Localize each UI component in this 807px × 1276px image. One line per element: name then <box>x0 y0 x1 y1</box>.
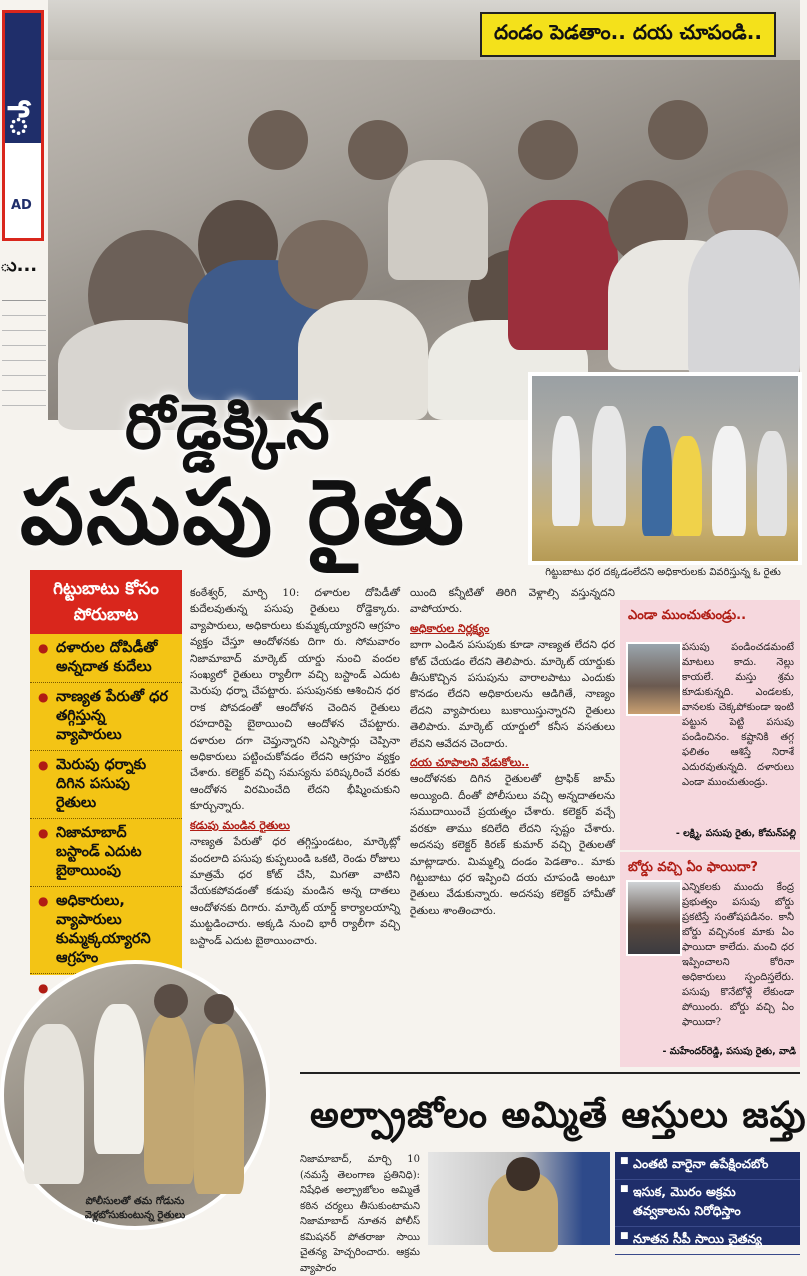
sidebar-title: గిట్టుబాటు కోసం పోరుబాట <box>30 570 182 634</box>
main-crowd-photo <box>48 0 800 420</box>
commissioner-photo <box>428 1152 610 1245</box>
left-fragment-text <box>2 290 46 440</box>
article-col2-para3: ఆందోళనకు దిగిన రైతులతో ట్రాఫిక్ జామ్ అయ్యింది. దీంతో పోలీసులు వచ్చి అన్నదాతలను సముదాయించే ప్రయత్నం చేశారు. కలెక్టర్ వచ్చే వరకూ తాము కదిలేది లేదని స్పష్టం చేశారు. అదనపు కలెక్టర్ కిరణ్ కుమార్ వచ్చి రైతులతో మాట్లాడారు. మిమ్మల్ని దండం పెడతాం.. మాకు గిట్టుబాటు ధర ఇప్పించి దయ చూపండి అంటూ రైతులు వేడుకున్నారు. అదనపు కలెక్టర్ హామీతో రైతులు శాంతించారు. <box>410 773 615 917</box>
sidebar-item: ● అధికారులు, వ్యాపారులు కుమ్మక్కయ్యారని ఆగ్రహం <box>30 887 182 974</box>
article-column-1 <box>190 585 400 1070</box>
article-subhead: దయ చూపాలని వేడుకోలు.. <box>410 756 529 770</box>
article-col2-para2: బాగా ఎండిన పసుపుకు కూడా నాణ్యత లేదని ధర కోట్ చేయడం లేదని తెలిపారు. మార్కెట్ యార్డుకు తీసుకొచ్చిన పసుపును వారాలపాటు ఎందుకు కొనడం లేదని అధికారులను ఆడిగితే, నాణ్యం లేదని వ్యాపారులు బుకాయిస్తున్నారని రైతులు తెలిపారు. మార్కెట్ యార్డులో కనీస వసతులు లేవని ఆవేదన చెందారు. <box>410 639 615 750</box>
farmer-quote-box-2 <box>620 852 800 1067</box>
quote-box-text: పసుపు పండించడమంటే మాటలు కాదు. నెల్లు కాయలే. మస్తు శ్రమ కూడుకున్నది. ఎండలకు, వానలకు చెక్కపోకుండా ఇంటి పట్టున పెట్టి పసుపు పండించినం. కష్టానికి తగ్గ ఫలితం ఆశిస్తే నిరాశే ఎదురవుతున్నది. దళారులు ఎండా ముంచుతుండ్రు. <box>682 642 794 788</box>
headline-line1: రోడ్డెక్కిన <box>125 390 331 463</box>
bottom-highlight-item: ■ ఇసుక, మొరం అక్రమ తవ్వకాలను నిరోధిస్తాం <box>615 1180 800 1227</box>
farmer-portrait <box>626 880 682 956</box>
farmer-quote-box-1 <box>620 600 800 850</box>
circle-caption: పోలీసులతో తమ గోడును వెళ్లబోసుకుంటున్న రైతులు <box>84 1196 186 1221</box>
bottom-article-text: నిజామాబాద్, మార్చి 10 (నమస్తే తెలంగాణ ప్రతినిధి): నిషేధిత అల్ప్రాజోలం అమ్మితే కఠిన చర్యలు తీసుకుంటామని నిజామాబాద్ నూతన పోలీస్ కమిషనర్ పోతరాజు సాయి చైతన్య హెచ్చరించారు. ఆక్రమ వ్యాపారం <box>300 1154 420 1274</box>
bottom-divider <box>300 1072 800 1074</box>
bottom-highlight-item: ■ నూతన సీపీ సాయి చైతన్య <box>615 1227 800 1255</box>
masthead-fragment: ే AD <box>2 10 44 241</box>
bottom-highlights <box>615 1152 800 1245</box>
sidebar-item: ● నాణ్యత పేరుతో ధర తగ్గిస్తున్న వ్యాపారులు <box>30 683 182 751</box>
article-column-2 <box>410 585 615 1070</box>
article-col1-para2: నాణ్యత పేరుతో ధర తగ్గిస్తుండటం, మార్కెట్లో వందలాది పసుపు కుప్పలుండి ఒకటి, రెండు రోజులు మాత్రమే ధర కోట్ చేసి, మిగతా వాటిని వేయకపోవడంతో కడుపు మండిన అన్న దాతలు ఆందోళనకు దిగారు. మార్కెట్ యార్డ్ కార్యాలయాన్ని ముట్టడించారు. అక్కడి నుంచి భారీ ర్యాలీగా వచ్చి బస్టాండ్ ఎదుట బైఠాయించారు. <box>190 836 400 947</box>
article-subhead: కడుపు మండిన రైతులు <box>190 818 290 832</box>
sidebar-item: ● దళారుల దోపిడీతో అన్నదాత కుదేలు <box>30 634 182 683</box>
masthead-label: AD <box>11 198 32 213</box>
headline-line2: పసుపు రైతు <box>20 460 466 565</box>
article-col2-para1: యింది కన్నీటితో తిరిగి వెళ్లాల్సి వస్తున్నదని వాపోయారు. <box>410 587 615 616</box>
top-quote-banner: దండం పెడతాం.. దయ చూపండి.. <box>480 12 776 57</box>
quote-box-signature: - లక్ష్మి, పసుపు రైతు, కోమన్‌పల్లి <box>675 828 796 839</box>
inset-caption: గిట్టుబాటు ధర దక్కడంలేదని అధికారులకు వివరిస్తున్న ఓ రైతు <box>545 567 781 578</box>
left-fragment-headline: ు... <box>0 255 38 276</box>
sidebar-item: ● నిజామాబాద్ బస్టాండ్ ఎదుట బైఠాయింపు <box>30 819 182 887</box>
sidebar-item: ● మెరుపు ధర్నాకు దిగిన పసుపు రైతులు <box>30 751 182 819</box>
quote-box-signature: - మహేందర్‌రెడ్డి, పసుపు రైతు, వాడి <box>662 1046 796 1057</box>
quote-box-title: ఎండా ముంచుతుండ్రు.. <box>628 608 747 623</box>
quote-box-text: ఎన్నికలకు ముందు కేంద్ర ప్రభుత్వం పసుపు బోర్డు ప్రకటిస్తే సంతోషపడినం. కానీ బోర్డు వచ్చినంక మాకు ఏం ఫాయిదా కాలేదు. మంచి ధర ఇప్పించాలని కోరినా అధికారులు స్పందిస్తలేరు. పసుపు కొనేటోళ్లే లేకుండా పోయింరు. బోర్డు వచ్చి ఏం ఫాయిదా? <box>682 882 794 1028</box>
highlights-sidebar <box>30 570 182 975</box>
inset-photo <box>528 372 802 565</box>
article-subhead: అధికారుల నిర్లక్ష్యం <box>410 621 490 635</box>
bottom-headline: అల్ప్రాజోలం అమ్మితే ఆస్తులు జప్తు <box>310 1095 807 1136</box>
farmer-portrait <box>626 642 682 716</box>
quote-box-title: బోర్డు వచ్చి ఏం ఫాయిదా? <box>628 860 758 875</box>
article-col1-para1: కంఠేశ్వర్, మార్చి 10: దళారుల దోపిడీతో కుదేలవుతున్న పసుపు రైతులు రోడ్డెక్కారు. వ్యాపారులు, అధికారులు కుమ్మక్కయ్యారని ఆగ్రహం వ్యక్తం చేస్తూ ఆందోళనకు దిగా రు. సోమవారం నిజామాబాద్ మార్కెట్ యార్డు నుంచి వందల సంఖ్యలో రైతులు ర్యాలీగా వచ్చి బస్టాండ్ ఎదుట మెరుపు ధర్నా చేపట్టారు. పసుపునకు ఆశించిన ధర రాక పోవడంతో ఆందోళన చెందిన రైతులు రహదారిపై బైఠాయించి ఆందోళన చేపట్టారు. దళారుల దగా చెప్తున్నారని ఎన్నిసార్లు చెప్పినా అధికారులు పట్టించుకోవడం లేదని ఆగ్రహం వ్యక్తం చేశారు. కలెక్టర్ వచ్చి సమస్యను పరిష్కరించే వరకు ఆందోళన విరమించేది లేదని భీష్మించుకుని కూర్చున్నారు. <box>190 587 400 813</box>
bottom-highlight-item: ■ ఎంతటి వారైనా ఉపేక్షించబోం <box>615 1152 800 1180</box>
